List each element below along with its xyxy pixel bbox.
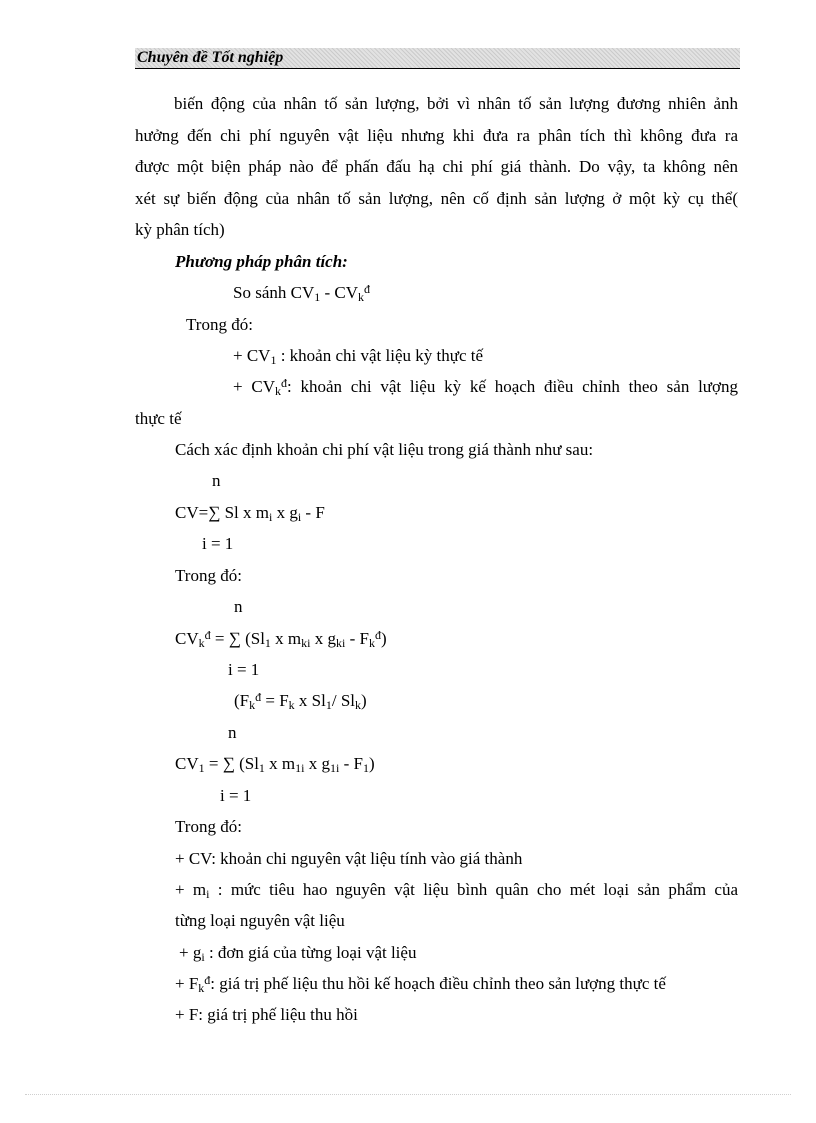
compare-formula: So sánh $CV_1 - CV_k^đ$: [233, 282, 371, 304]
definition-item: + $CV_k^đ$: khoản chi vật liệu kỳ kế hoạch điều chỉnh theo sản lượng: [233, 376, 739, 398]
paragraph-line: được một biện pháp nào để phấn đấu hạ chi phí giá thành. Do vậy, ta không nên: [135, 157, 738, 176]
legend-item: + F: giá trị phế liệu thu hồi: [175, 1005, 358, 1024]
definition-item-cont: thực tế: [135, 409, 182, 428]
section-heading: Phương pháp phân tích:: [175, 252, 348, 271]
paragraph-line: xét sự biến động của nhân tố sản lượng, nên cố định sản lượng ở một kỳ cụ thể(: [135, 189, 738, 208]
page-header: [135, 48, 740, 69]
legend-item: + $m_i$ : mức tiêu hao nguyên vật liệu bình quân cho mét loại sản phẩm của: [175, 880, 738, 901]
legend-item: + $F_k^đ$: giá trị phế liệu thu hồi kế hoạch điều chỉnh theo sản lượng thực tế: [175, 973, 666, 995]
formula-cv-plan: $CV_k^đ$ = ∑ ($Sl_1$ x $m_{ki}$ x $g_{ki} - F_k^đ$): [175, 628, 387, 650]
sum-upper-limit: n: [212, 471, 221, 490]
sum-lower-limit: i = 1: [220, 786, 252, 805]
definition-item: + $CV_1$ : khoản chi vật liệu kỳ thực tế: [233, 346, 484, 367]
where-label: Trong đó:: [175, 566, 242, 585]
paragraph-line: hưởng đến chi phí nguyên vật liệu nhưng khi đưa ra phân tích thì không đưa ra: [135, 126, 738, 145]
where-label: Trong đó:: [186, 315, 253, 334]
sum-upper-limit: n: [234, 597, 243, 616]
legend-item: + CV: khoản chi nguyên vật liệu tính vào giá thành: [175, 849, 523, 868]
formula-cv: CV=∑ Sl x $m_i$ x $g_i$ - F: [175, 503, 325, 524]
header-title: Chuyên đề Tốt nghiệp: [137, 49, 284, 66]
page-bottom-rule: [25, 1094, 791, 1095]
formula-f-plan: ($F_k^đ = F_k$ x $Sl_1/$ $Sl_k$): [234, 690, 367, 712]
sum-lower-limit: i = 1: [202, 534, 234, 553]
intro-text: Cách xác định khoản chi phí vật liệu trong giá thành như sau:: [175, 440, 594, 459]
where-label: Trong đó:: [175, 817, 242, 836]
paragraph-line: biến động của nhân tố sản lượng, bởi vì nhân tố sản lượng đương nhiên ảnh: [174, 94, 738, 113]
sum-upper-limit: n: [228, 723, 237, 742]
sum-lower-limit: i = 1: [228, 660, 260, 679]
paragraph-line: kỳ phân tích): [135, 220, 225, 239]
legend-item: + $g_i$ : đơn giá của từng loại vật liệu: [179, 943, 417, 964]
formula-cv-actual: $CV_1$ = ∑ ($Sl_1$ x $m_{1i}$ x $g_{1i} - F_1$): [175, 754, 375, 775]
legend-item-cont: từng loại nguyên vật liệu: [175, 911, 345, 930]
